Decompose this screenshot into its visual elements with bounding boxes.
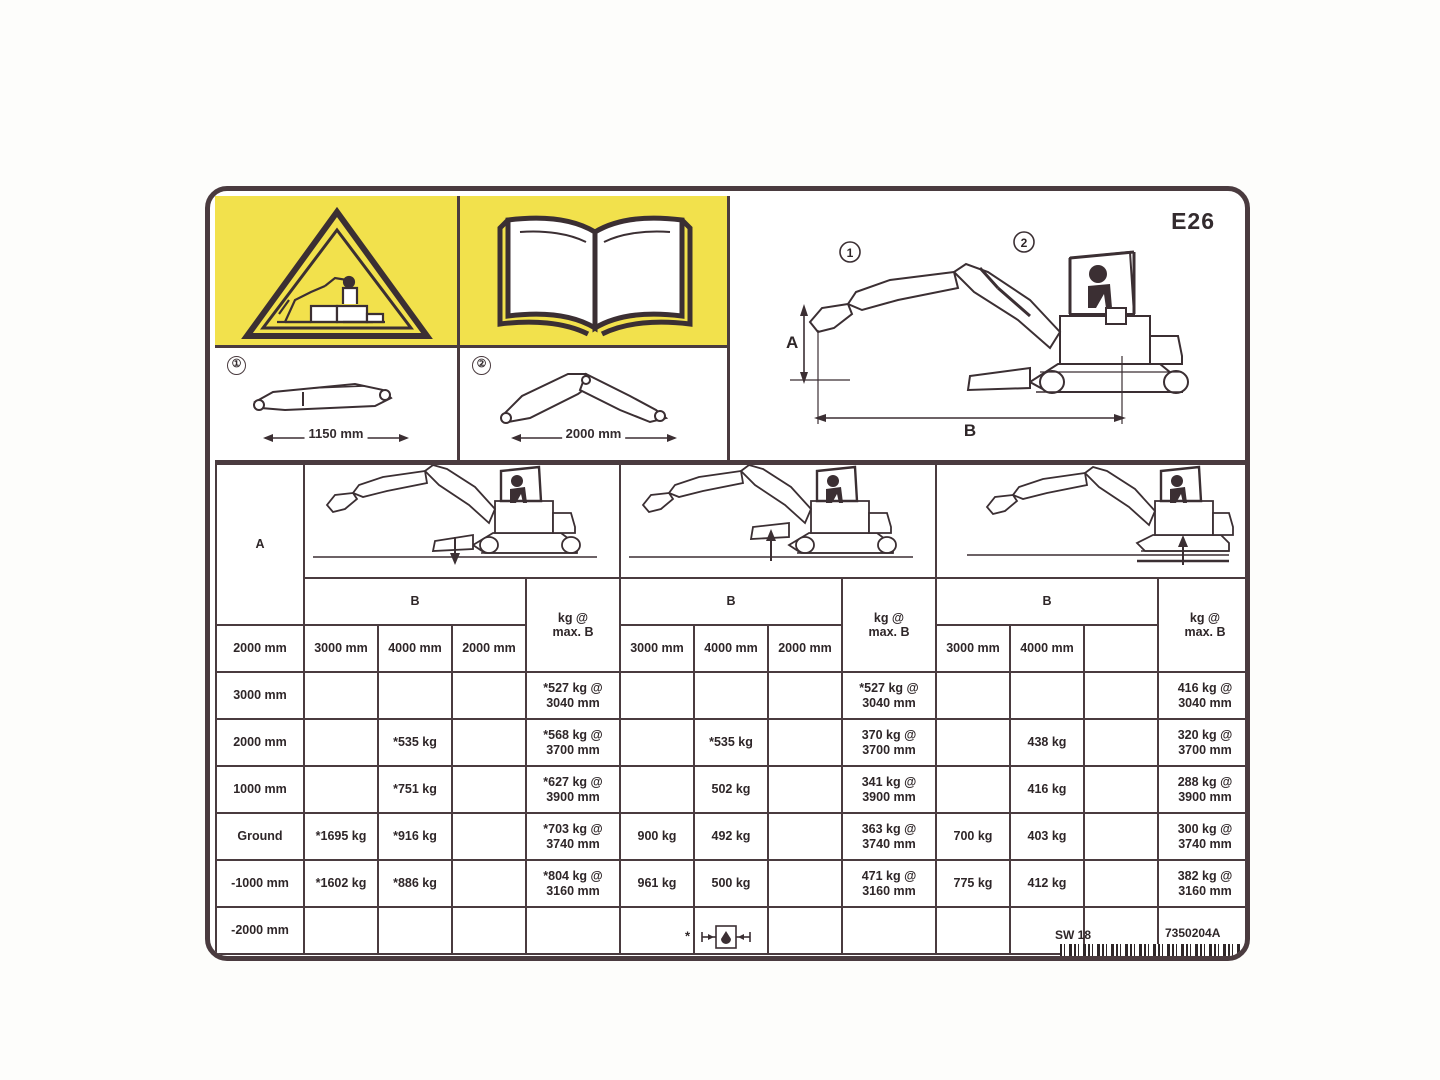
pictogram-blade-up (620, 464, 936, 578)
max-b-line2: max. B (868, 625, 910, 639)
row-header-a: 1000 mm (216, 766, 304, 813)
capacity-cell: 341 kg @ 3900 mm (842, 766, 936, 813)
capacity-cell: *527 kg @ 3040 mm (842, 672, 936, 719)
svg-text:B: B (963, 421, 977, 440)
hydraulic-limit-icon (700, 924, 752, 950)
asterisk-symbol: * (685, 928, 691, 944)
load-chart-plate (205, 186, 1250, 961)
dipper-1-dim-label: 1150 mm (305, 426, 368, 441)
capacity-cell: 412 kg (1010, 860, 1084, 907)
capacity-cell: 370 kg @ 3700 mm (842, 719, 936, 766)
capacity-cell (768, 719, 842, 766)
table-b-group-row (216, 578, 1250, 625)
header-max-B-3 (1158, 578, 1250, 672)
capacity-cell: *886 kg (378, 860, 452, 907)
read-manual-cell (460, 196, 730, 348)
b-col-header: 3000 mm (620, 625, 694, 672)
b-col-header: 2000 mm (768, 625, 842, 672)
footer-strip (215, 922, 1248, 952)
capacity-cell (768, 672, 842, 719)
capacity-cell: 288 kg @ 3900 mm (1158, 766, 1250, 813)
capacity-cell: 416 kg @ 3040 mm (1158, 672, 1250, 719)
svg-text:A: A (786, 333, 799, 352)
capacity-cell (304, 719, 378, 766)
callout-2: ② (472, 356, 491, 375)
capacity-cell: 403 kg (1010, 813, 1084, 860)
svg-text:2: 2 (1020, 236, 1028, 250)
table-pictogram-row (216, 464, 1250, 578)
capacity-cell (768, 860, 842, 907)
capacity-cell: 492 kg (694, 813, 768, 860)
dipper-2-cell (460, 348, 730, 463)
capacity-cell (1010, 672, 1084, 719)
header-A: A (216, 464, 304, 625)
excavator-blade-down-icon (305, 465, 605, 577)
capacity-cell: 363 kg @ 3740 mm (842, 813, 936, 860)
pictogram-over-side (936, 464, 1250, 578)
table-row (216, 672, 1250, 719)
capacity-cell (452, 813, 526, 860)
capacity-cell (1084, 672, 1158, 719)
capacity-cell: 700 kg (936, 813, 1010, 860)
capacity-cell (768, 766, 842, 813)
capacity-cell: 471 kg @ 3160 mm (842, 860, 936, 907)
capacity-cell: 416 kg (1010, 766, 1084, 813)
capacity-cell (378, 672, 452, 719)
header-B-2: B (620, 578, 842, 625)
svg-text:1: 1 (846, 246, 854, 260)
b-col-header: 4000 mm (694, 625, 768, 672)
b-col-header: 4000 mm (378, 625, 452, 672)
excavator-over-side-icon (937, 465, 1237, 577)
capacity-cell (620, 672, 694, 719)
capacity-cell (452, 860, 526, 907)
load-capacity-table (215, 463, 1250, 956)
b-col-header: 3000 mm (936, 625, 1010, 672)
row-header-a: 2000 mm (216, 719, 304, 766)
header-B-3: B (936, 578, 1158, 625)
capacity-cell: *527 kg @ 3040 mm (526, 672, 620, 719)
capacity-cell (304, 672, 378, 719)
capacity-cell (620, 766, 694, 813)
open-book-icon (460, 196, 730, 348)
capacity-cell (1084, 766, 1158, 813)
capacity-cell (452, 766, 526, 813)
model-label: E26 (1171, 208, 1215, 234)
dipper-2-dimension (460, 426, 727, 444)
table-row (216, 813, 1250, 860)
capacity-cell (452, 672, 526, 719)
max-b-line2: max. B (1184, 625, 1226, 639)
capacity-cell: 500 kg (694, 860, 768, 907)
capacity-cell: *1695 kg (304, 813, 378, 860)
row-header-a: 3000 mm (216, 672, 304, 719)
max-b-line2: max. B (552, 625, 594, 639)
warning-triangle-excavator-icon (215, 196, 460, 348)
capacity-cell (452, 719, 526, 766)
capacity-cell: 775 kg (936, 860, 1010, 907)
capacity-cell (936, 719, 1010, 766)
table-row (216, 766, 1250, 813)
asterisk-note (685, 924, 752, 950)
sw-label: SW 18 (1055, 928, 1092, 942)
capacity-cell (936, 766, 1010, 813)
barcode-icon (1060, 944, 1240, 958)
capacity-cell (620, 719, 694, 766)
row-header-a: -1000 mm (216, 860, 304, 907)
capacity-cell: *1602 kg (304, 860, 378, 907)
capacity-cell (304, 766, 378, 813)
capacity-cell: 438 kg (1010, 719, 1084, 766)
excavator-reach-diagram-icon (730, 196, 1245, 461)
excavator-blade-up-icon (621, 465, 921, 577)
capacity-cell (768, 813, 842, 860)
header-max-B-2 (842, 578, 936, 672)
capacity-cell: 502 kg (694, 766, 768, 813)
max-b-line1: kg @ (557, 610, 589, 625)
dipper-1-dimension (215, 426, 457, 444)
b-col-header: 3000 mm (304, 625, 378, 672)
pictogram-blade-down (304, 464, 620, 578)
table-row (216, 860, 1250, 907)
b-col-header: 2000 mm (452, 625, 526, 672)
header-max-B-1 (526, 578, 620, 672)
capacity-cell (1084, 860, 1158, 907)
capacity-cell: 300 kg @ 3740 mm (1158, 813, 1250, 860)
capacity-cell (1084, 813, 1158, 860)
table-row (216, 719, 1250, 766)
capacity-cell: *804 kg @ 3160 mm (526, 860, 620, 907)
capacity-cell (1084, 719, 1158, 766)
capacity-cell: 382 kg @ 3160 mm (1158, 860, 1250, 907)
machine-reach-cell (730, 196, 1245, 463)
b-col-header: 4000 mm (1010, 625, 1084, 672)
capacity-table (215, 463, 1250, 955)
part-number-label: 7350204A (1165, 926, 1221, 940)
capacity-cell (694, 672, 768, 719)
table-body (216, 672, 1250, 954)
top-section (210, 191, 1245, 463)
capacity-cell: *535 kg (378, 719, 452, 766)
capacity-cell: 320 kg @ 3700 mm (1158, 719, 1250, 766)
capacity-cell: 961 kg (620, 860, 694, 907)
row-header-a: Ground (216, 813, 304, 860)
capacity-cell: *535 kg (694, 719, 768, 766)
row-header-a: -2000 mm (216, 907, 304, 954)
dipper-1-cell (215, 348, 460, 463)
capacity-cell: *916 kg (378, 813, 452, 860)
capacity-cell: *568 kg @ 3700 mm (526, 719, 620, 766)
capacity-cell: *751 kg (378, 766, 452, 813)
header-B-1: B (304, 578, 526, 625)
warning-cell (215, 196, 460, 348)
table-b-columns-row (216, 625, 1250, 672)
dipper-2-dim-label: 2000 mm (562, 426, 626, 441)
capacity-cell (936, 672, 1010, 719)
max-b-line1: kg @ (1189, 610, 1221, 625)
capacity-cell: *627 kg @ 3900 mm (526, 766, 620, 813)
b-col-header: 2000 mm (216, 625, 304, 672)
capacity-cell: 900 kg (620, 813, 694, 860)
capacity-cell: *703 kg @ 3740 mm (526, 813, 620, 860)
max-b-line1: kg @ (873, 610, 905, 625)
callout-1: ① (227, 356, 246, 375)
